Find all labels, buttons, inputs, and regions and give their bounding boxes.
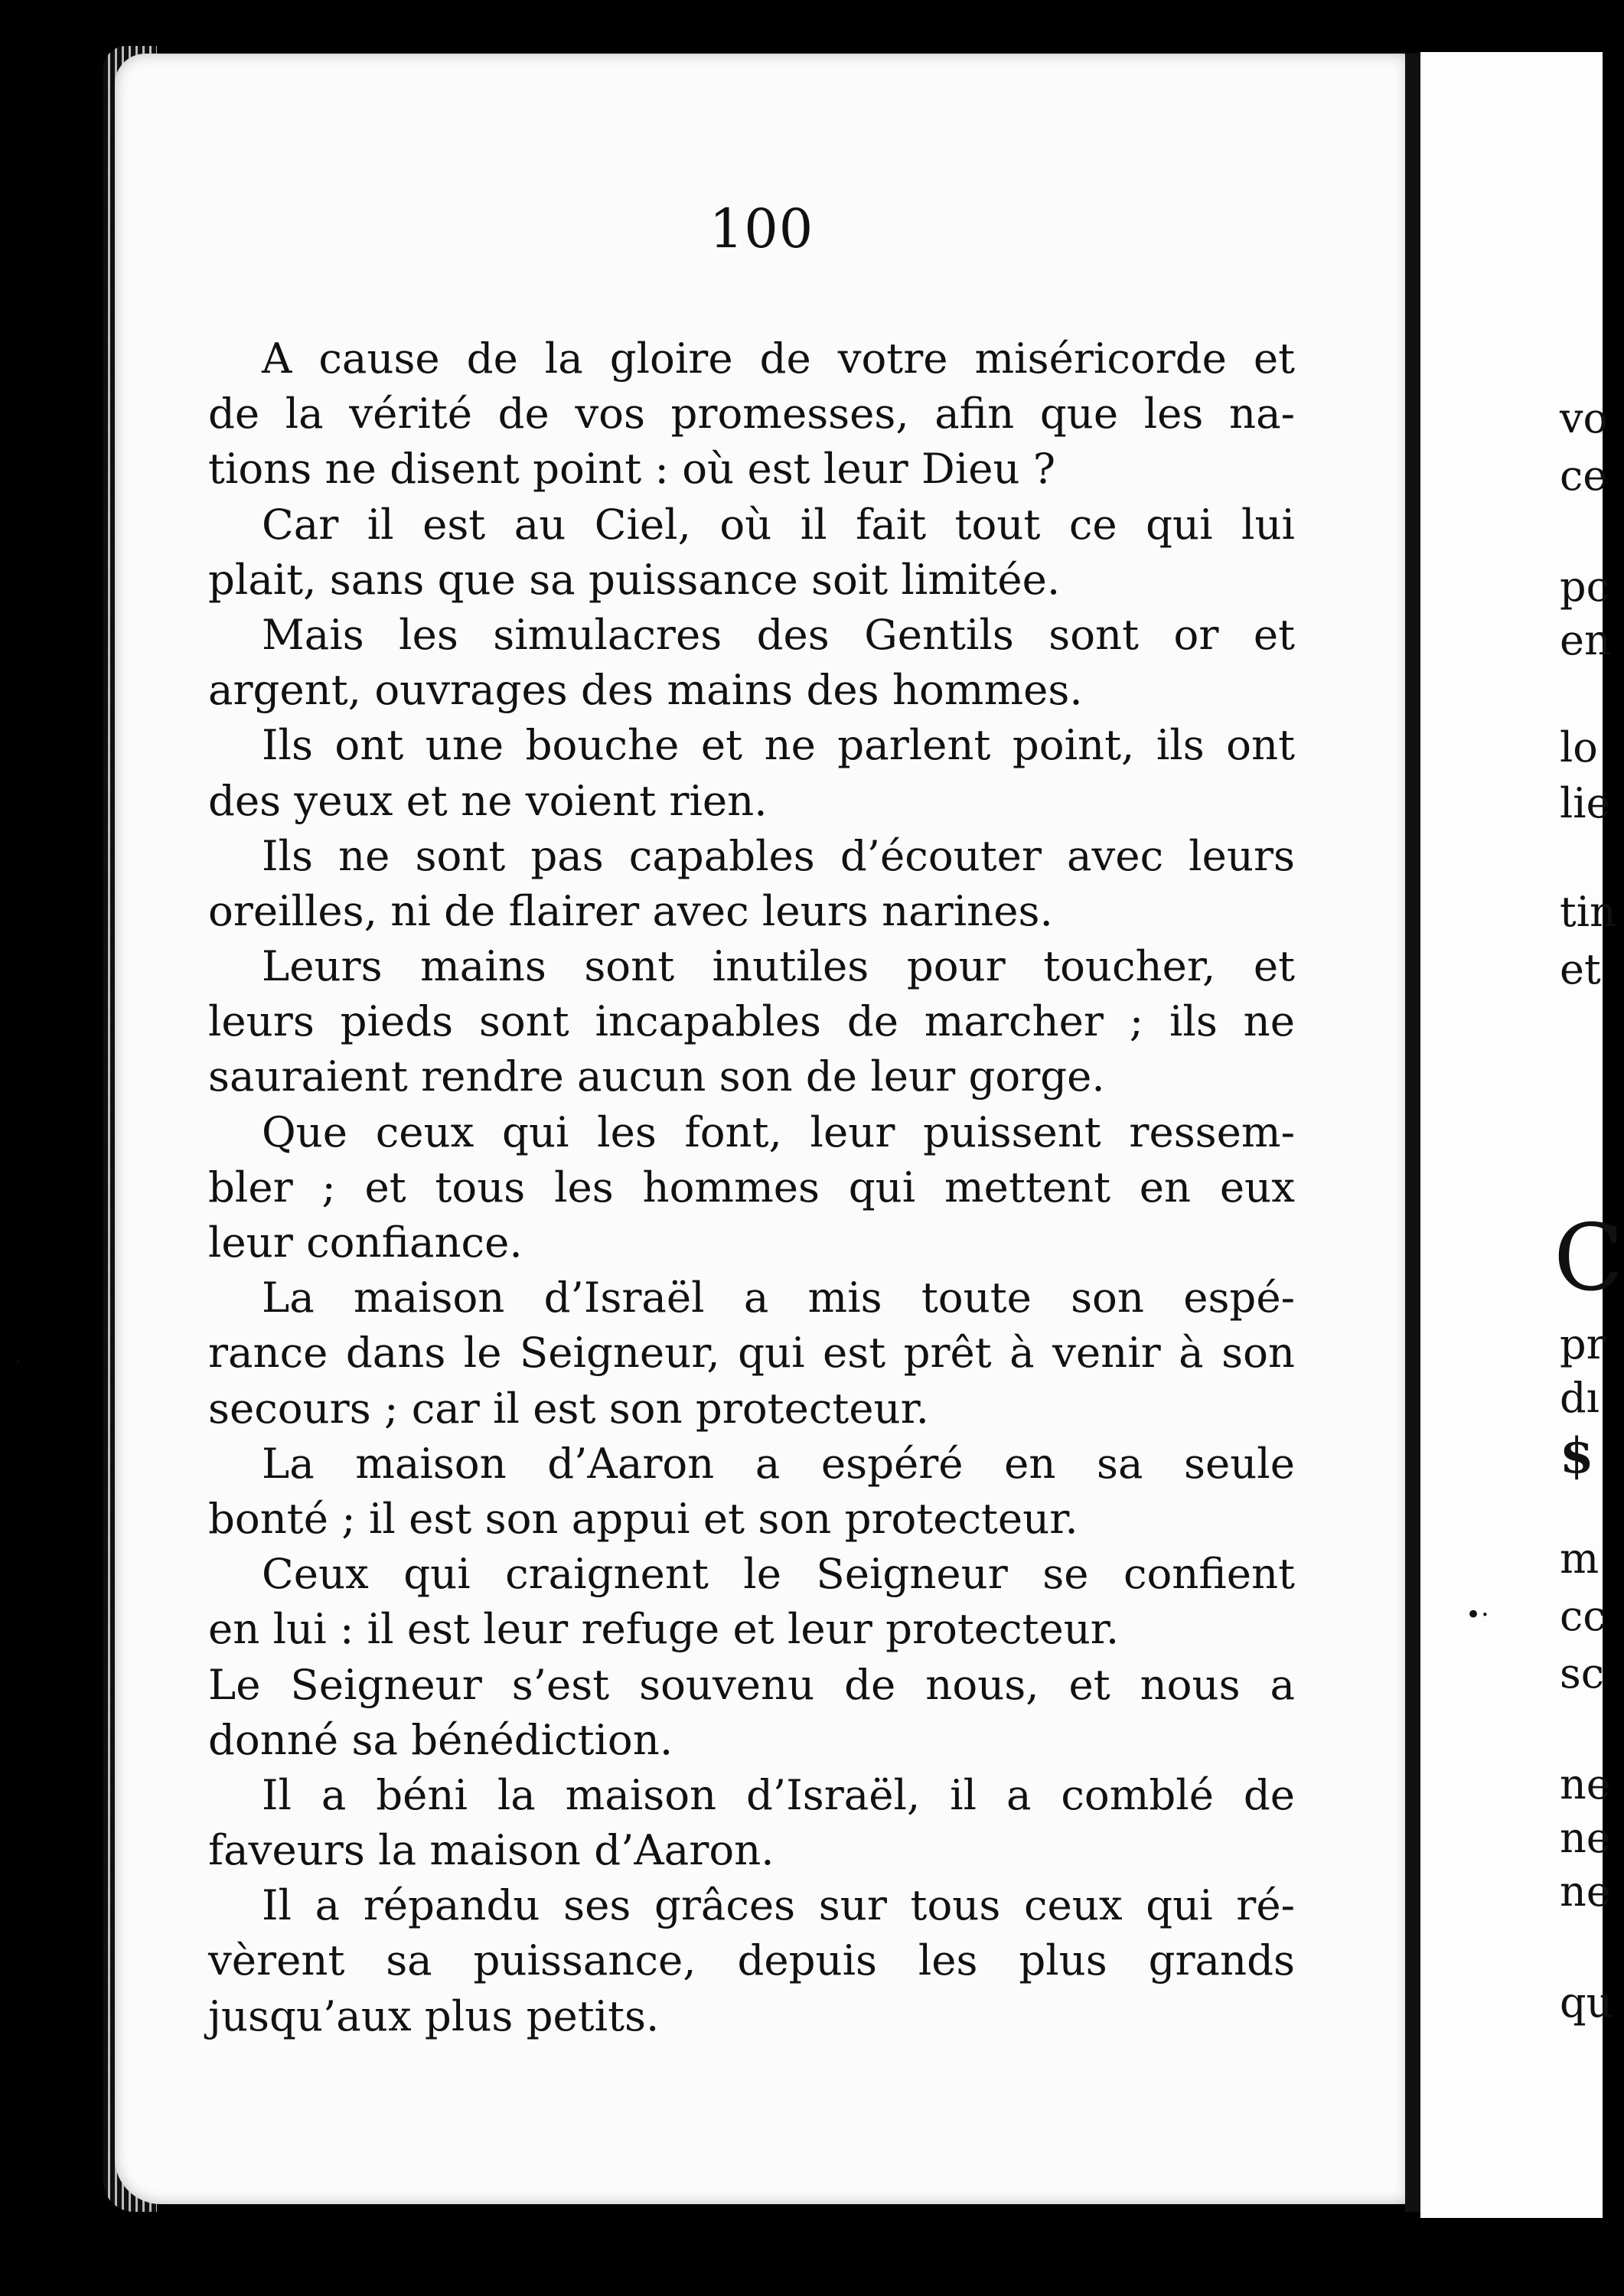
text-line: Ils ont une bouche et ne parlent point, ils ont <box>262 720 1295 770</box>
right-fragment: ne <box>1560 1867 1611 1916</box>
text-line: oreilles, ni de flairer avec leurs narines. <box>208 885 1053 935</box>
text-line: sauraient rendre aucun son de leur gorge. <box>208 1052 1105 1101</box>
right-fragment: en <box>1560 616 1611 664</box>
text-line: vèrent sa puissance, depuis les plus grands <box>208 1936 1295 1985</box>
text-line: secours ; car il est son protecteur. <box>208 1383 929 1433</box>
text-line: plait, sans que sa puissance soit limitée. <box>208 554 1061 604</box>
text-line: tions ne disent point : où est leur Dieu ? <box>208 444 1056 494</box>
text-line: A cause de la gloire de votre miséricorde et <box>262 334 1295 383</box>
right-fragment: qu <box>1560 1978 1613 2027</box>
text-line: Il a béni la maison d’Israël, il a comblé de <box>262 1769 1295 1819</box>
text-line: argent, ouvrages des mains des hommes. <box>208 665 1083 715</box>
text-line: rance dans le Seigneur, qui est prêt à venir à son <box>208 1328 1295 1378</box>
right-fragment: sc <box>1560 1649 1604 1698</box>
text-line: donné sa bénédiction. <box>208 1714 673 1764</box>
right-fragment: cc <box>1560 1592 1606 1640</box>
text-line: leurs pieds sont incapables de marcher ; ils ne <box>208 996 1295 1046</box>
right-fragment-drop-cap: C <box>1554 1205 1624 1312</box>
text-line: Mais les simulacres des Gentils sont or et <box>262 609 1295 659</box>
text-line: Car il est au Ciel, où il fait tout ce qui lui <box>262 499 1295 549</box>
text-line: Il a répandu ses grâces sur tous ceux qui ré- <box>262 1880 1295 1930</box>
body-text <box>208 331 1295 2043</box>
text-line: leur confiance. <box>208 1218 523 1267</box>
text-line: La maison d’Aaron a espéré en sa seule <box>262 1438 1295 1488</box>
right-fragment: m <box>1560 1534 1600 1583</box>
text-line: des yeux et ne voient rien. <box>208 775 768 825</box>
text-line: Ils ne sont pas capables d’écouter avec leurs <box>262 830 1295 880</box>
text-line: de la vérité de vos promesses, afin que les na- <box>208 389 1295 439</box>
right-fragment: et <box>1560 945 1601 993</box>
book-gutter <box>1405 54 1420 2212</box>
text-line: Le Seigneur s’est souvenu de nous, et nous a <box>208 1659 1295 1709</box>
text-line: Ceux qui craignent le Seigneur se confient <box>262 1549 1295 1599</box>
right-fragment: pc <box>1560 563 1609 611</box>
right-fragment: pr <box>1560 1320 1606 1368</box>
right-fragment: ne <box>1560 1814 1611 1862</box>
right-fragment: ne <box>1560 1760 1611 1808</box>
text-line: faveurs la maison d’Aaron. <box>208 1825 774 1875</box>
right-fragment: ce <box>1560 452 1608 500</box>
right-fragment: lie <box>1560 779 1611 827</box>
right-fragment: vo <box>1560 394 1609 442</box>
text-line: bler ; et tous les hommes qui mettent en eux <box>208 1162 1295 1212</box>
right-fragment: dı <box>1560 1374 1600 1422</box>
right-fragment-ornament: $ <box>1560 1427 1594 1485</box>
text-line: bonté ; il est son appui et son protecteur. <box>208 1493 1078 1543</box>
text-line: jusqu’aux plus petits. <box>208 1991 660 2040</box>
right-fragment: lo <box>1560 723 1598 771</box>
page-number: 100 <box>709 197 814 260</box>
text-line: Leurs mains sont inutiles pour toucher, et <box>262 941 1295 991</box>
text-line: en lui : il est leur refuge et leur protecteur. <box>208 1604 1120 1654</box>
speck-mark: •· <box>1466 1600 1489 1630</box>
speck-mark: ′ <box>15 1355 21 1385</box>
text-line: Que ceux qui les font, leur puissent ressem- <box>262 1107 1295 1156</box>
text-line: La maison d’Israël a mis toute son espé- <box>262 1273 1295 1322</box>
right-fragment: tin <box>1560 888 1616 936</box>
